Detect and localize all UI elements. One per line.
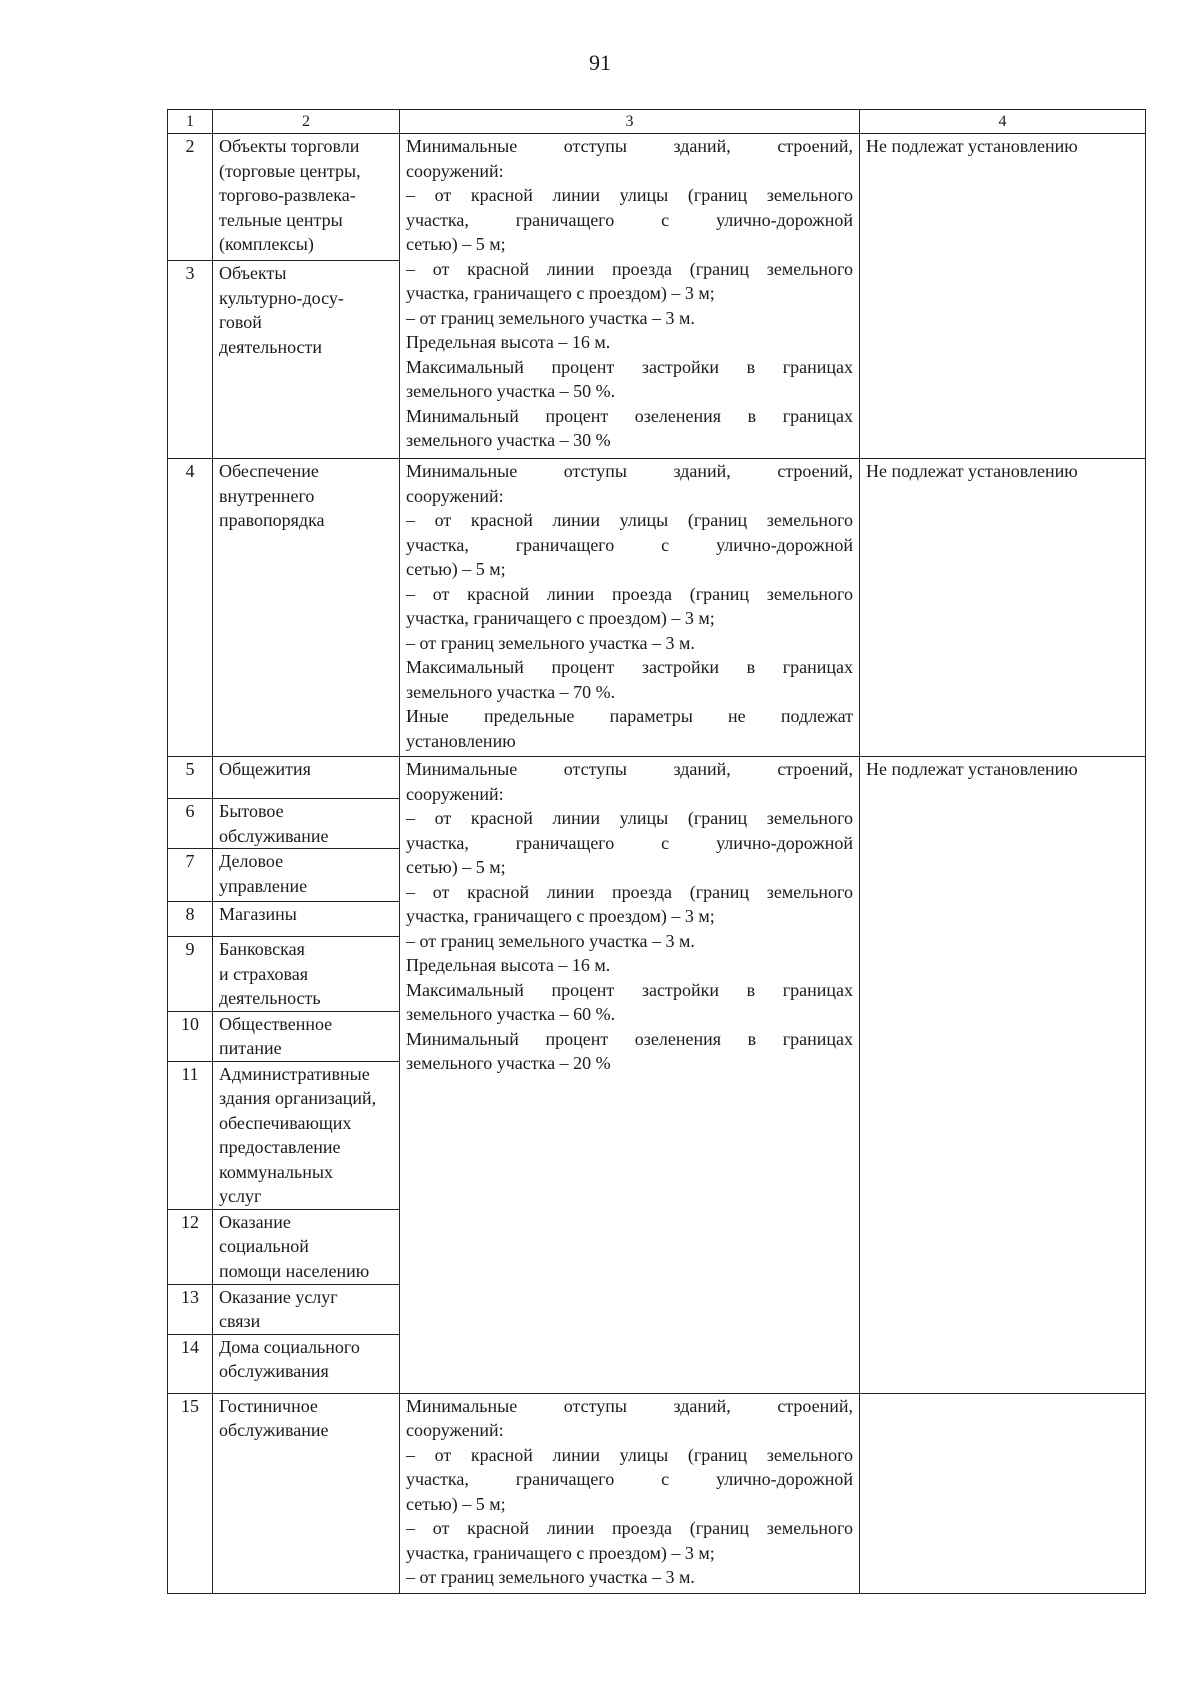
parameter-line: – от красной линии проезда (границ земельного: [406, 583, 853, 604]
parameter-line: сооружений:: [406, 485, 504, 506]
parameter-line: Предельная высота – 16 м.: [406, 955, 611, 975]
parameter-line: – от красной линии улицы (границ земельного: [406, 1444, 853, 1465]
row-number: 14: [168, 1334, 213, 1393]
parameter-line: сетью) – 5 м;: [406, 1493, 506, 1514]
land-use-name: [213, 902, 400, 937]
parameter-line: участка, граничащего с улично-дорожной: [406, 209, 853, 230]
parameter-line: участка, граничащего с проездом) – 3 м;: [406, 906, 715, 926]
land-use-name-line: управление: [219, 875, 308, 896]
parameter-line: установлению: [406, 730, 516, 751]
parameter-line: сетью) – 5 м;: [406, 559, 506, 579]
land-use-name-line: услуг: [219, 1186, 262, 1206]
parameter-line: – от границ земельного участка – 3 м.: [406, 307, 695, 328]
parameter-line: Минимальные отступы зданий, строений,: [406, 136, 853, 156]
land-use-name-line: Общественное: [219, 1013, 333, 1034]
parameter-line: земельного участка – 20 %: [406, 1053, 611, 1073]
column-header-3: 3: [400, 110, 860, 134]
row-number: 8: [168, 902, 213, 937]
parameter-line: земельного участка – 60 %.: [406, 1004, 616, 1024]
limits-cell: Не подлежат установлению: [860, 459, 1146, 757]
parameter-line: участка, граничащего с проездом) – 3 м;: [406, 283, 715, 303]
land-use-name-line: Обеспечение: [219, 461, 319, 481]
column-number-row: [168, 110, 1146, 134]
row-number: 6: [168, 799, 213, 849]
land-use-name-line: Дома социального: [219, 1336, 360, 1357]
parameter-line: – от красной линии улицы (границ земельного: [406, 510, 853, 530]
land-use-name-line: связи: [219, 1311, 261, 1331]
land-use-name: [213, 134, 400, 261]
table-row: [168, 459, 1146, 757]
land-use-name: [213, 1011, 400, 1061]
row-number: 9: [168, 937, 213, 1012]
row-number: 3: [168, 261, 213, 459]
land-use-name-line: деятельность: [219, 988, 321, 1008]
table-row: [168, 757, 1146, 799]
parameters-cell: [400, 134, 860, 459]
land-use-name-line: Деловое: [219, 851, 284, 871]
land-use-name-line: Гостиничное: [219, 1395, 318, 1416]
land-use-name-line: Объекты торговли: [219, 136, 360, 156]
land-use-name: [213, 1334, 400, 1393]
parameter-line: Максимальный процент застройки в границах: [406, 356, 853, 377]
land-use-name-line: (торговые центры,: [219, 160, 361, 181]
parameter-line: Минимальный процент озеленения в границах: [406, 405, 853, 426]
parameter-line: – от границ земельного участка – 3 м.: [406, 1567, 695, 1587]
row-number: 4: [168, 459, 213, 757]
land-use-name-line: Оказание: [219, 1211, 291, 1232]
row-number: 2: [168, 134, 213, 261]
parameter-line: сооружений:: [406, 160, 504, 181]
row-number: 12: [168, 1209, 213, 1284]
parameter-line: Минимальные отступы зданий, строений,: [406, 759, 853, 779]
parameter-line: сетью) – 5 м;: [406, 234, 506, 254]
land-use-name-line: тельные центры: [219, 209, 343, 230]
land-use-name-line: обслуживание: [219, 1420, 329, 1440]
row-number: 13: [168, 1284, 213, 1334]
parameter-line: участка, граничащего с проездом) – 3 м;: [406, 608, 715, 628]
regulations-table: [167, 109, 1146, 1594]
parameter-line: – от границ земельного участка – 3 м.: [406, 930, 695, 951]
parameter-line: – от красной линии улицы (границ земельного: [406, 808, 853, 828]
land-use-name-line: (комплексы): [219, 234, 314, 254]
land-use-name: [213, 757, 400, 799]
column-header-1: 1: [168, 110, 213, 134]
row-number: 10: [168, 1011, 213, 1061]
land-use-name-line: правопорядка: [219, 510, 325, 530]
parameter-line: участка, граничащего с улично-дорожной: [406, 534, 853, 555]
land-use-name: [213, 849, 400, 902]
row-number: 15: [168, 1393, 213, 1593]
land-use-name-line: Банковская: [219, 939, 305, 959]
land-use-name: [213, 1209, 400, 1284]
land-use-name-line: и страховая: [219, 963, 309, 984]
parameter-line: участка, граничащего с улично-дорожной: [406, 832, 853, 853]
land-use-name-line: внутреннего: [219, 485, 315, 506]
land-use-name-line: предоставление: [219, 1137, 341, 1157]
parameter-line: сетью) – 5 м;: [406, 857, 506, 877]
parameter-line: земельного участка – 70 %.: [406, 681, 616, 702]
table-row: [168, 1393, 1146, 1593]
land-use-name-line: деятельности: [219, 336, 323, 357]
parameter-line: – от красной линии улицы (границ земельного: [406, 185, 853, 205]
row-number: 11: [168, 1061, 213, 1209]
parameter-line: участка, граничащего с улично-дорожной: [406, 1469, 853, 1489]
parameters-cell: [400, 459, 860, 757]
land-use-name-line: обслуживание: [219, 825, 329, 846]
parameter-line: – от красной линии проезда (границ земельного: [406, 1518, 853, 1538]
row-number: 7: [168, 849, 213, 902]
land-use-name: [213, 261, 400, 459]
land-use-name-line: обслуживания: [219, 1361, 329, 1381]
parameter-line: – от красной линии проезда (границ земельного: [406, 881, 853, 902]
limits-cell: [860, 1393, 1146, 1593]
land-use-name-line: Оказание услуг: [219, 1286, 338, 1307]
land-use-name-line: здания организаций,: [219, 1088, 377, 1108]
land-use-name-line: Объекты: [219, 263, 287, 283]
parameter-line: земельного участка – 30 %: [406, 430, 611, 450]
parameter-line: – от красной линии проезда (границ земельного: [406, 258, 853, 279]
land-use-name-line: Бытовое: [219, 801, 284, 821]
column-header-4: 4: [860, 110, 1146, 134]
row-number: 5: [168, 757, 213, 799]
parameter-line: Минимальный процент озеленения в границах: [406, 1028, 853, 1049]
table-row: [168, 134, 1146, 261]
parameter-line: земельного участка – 50 %.: [406, 381, 616, 401]
land-use-name: [213, 459, 400, 757]
land-use-name-line: торгово-развлека-: [219, 185, 356, 205]
parameter-line: Предельная высота – 16 м.: [406, 332, 611, 352]
limits-cell: Не подлежат установлению: [860, 134, 1146, 459]
column-header-2: 2: [213, 110, 400, 134]
parameters-cell: [400, 1393, 860, 1593]
parameter-line: Минимальные отступы зданий, строений,: [406, 1395, 853, 1416]
land-use-name-line: Общежития: [219, 759, 311, 779]
land-use-name: [213, 1061, 400, 1209]
land-use-name-line: обеспечивающих: [219, 1112, 352, 1133]
land-use-name-line: социальной: [219, 1236, 309, 1256]
page-number: 91: [589, 50, 611, 75]
parameter-line: Минимальные отступы зданий, строений,: [406, 461, 853, 481]
land-use-name-line: культурно-досу-: [219, 287, 344, 308]
parameter-line: сооружений:: [406, 1420, 504, 1440]
land-use-name: [213, 1284, 400, 1334]
land-use-name: [213, 1393, 400, 1593]
parameter-line: Максимальный процент застройки в границах: [406, 657, 853, 677]
land-use-name-line: говой: [219, 312, 262, 332]
land-use-name-line: помощи населению: [219, 1260, 370, 1281]
parameter-line: Максимальный процент застройки в границах: [406, 979, 853, 1000]
parameter-line: – от границ земельного участка – 3 м.: [406, 632, 695, 653]
parameter-line: Иные предельные параметры не подлежат: [406, 706, 853, 726]
land-use-name: [213, 799, 400, 849]
parameters-cell: [400, 757, 860, 1394]
land-use-name-line: питание: [219, 1038, 282, 1058]
parameter-line: участка, граничащего с проездом) – 3 м;: [406, 1542, 715, 1563]
land-use-name-line: Магазины: [219, 904, 297, 924]
land-use-name-line: Административные: [219, 1063, 370, 1084]
land-use-name-line: коммунальных: [219, 1161, 333, 1182]
land-use-name: [213, 937, 400, 1012]
parameter-line: сооружений:: [406, 783, 504, 804]
limits-cell: Не подлежат установлению: [860, 757, 1146, 1394]
